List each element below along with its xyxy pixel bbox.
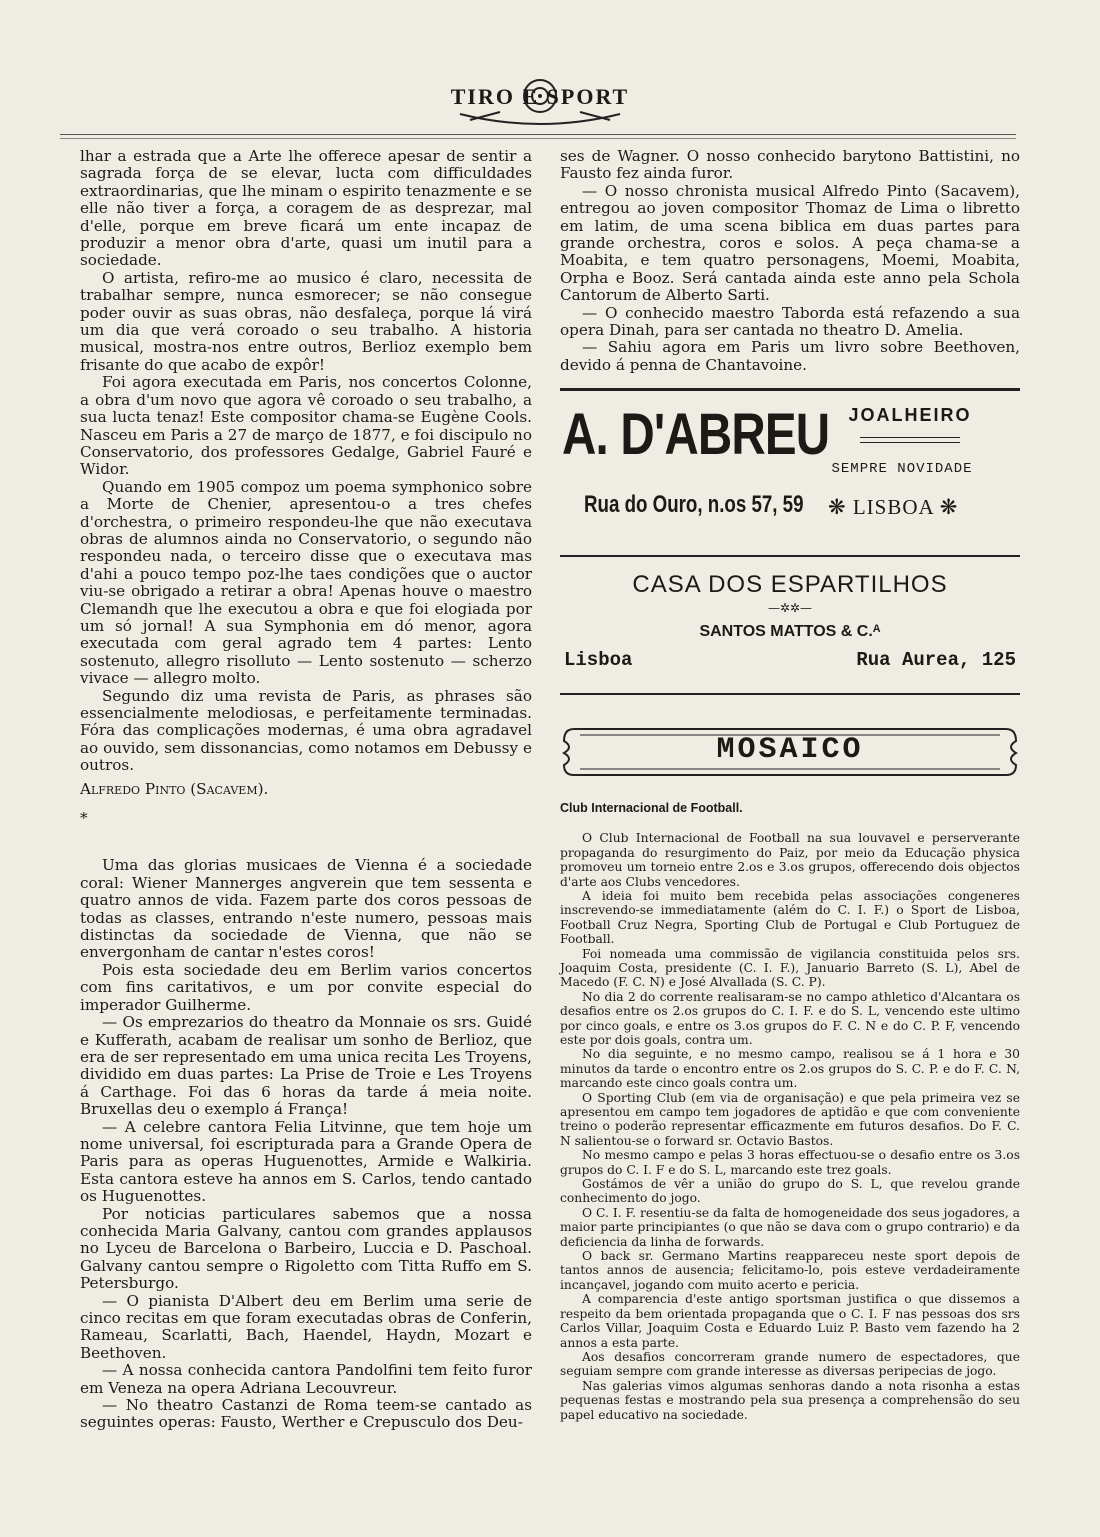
paragraph: O Club Internacional de Football na sua louvavel e perserverante propaganda do resurgimento do Paiz, por meio da Educação physica promoveu um torneio entre 2.os e 3.os grupos, offerecendo dois objectos d'arte aos Clubs vencedores. — [560, 831, 1020, 889]
masthead — [440, 74, 640, 134]
paragraph: A ideia foi muito bem recebida pelas associações congeneres inscrevendo-se immediatamente (além do C. I. F.) o Sport de Lisboa, Football Cruz Negra, Sporting Club de Portugal e Club Portuguez de Football. — [560, 888, 1020, 947]
header-rule-secondary — [60, 138, 1016, 139]
paragraph: — Os emprezarios do theatro da Monnaie os srs. Guidé e Kufferath, acabam de realisar um sonho de Berlioz, que era de ser representado em uma unica recita Les Troyens, dividido em duas partes: La Prise de Troie e Les Troyens á Carthage. Foi das 6 horas da tarde á meia noite. Bruxellas deu o exemplo á França! — [80, 1013, 532, 1119]
section-title: Club Internacional de Football. — [560, 801, 743, 816]
ad-slogan: SEMPRE NOVIDADE — [831, 461, 973, 478]
ad-street: Rua Aurea, 125 — [856, 649, 1016, 672]
section-banner — [560, 721, 1020, 783]
paragraph: No dia 2 do corrente realisaram-se no campo athletico d'Alcantara os desafios entre os 2.os grupos do C. I. F. e do S. L, vencendo este ultimo por cinco goals, e entre os 3.os grupos do F. C. N e do C. P. F, vencendo este por dois goals, contra um. — [560, 989, 1020, 1047]
jeweler-advertisement — [560, 391, 1020, 541]
ad-address: Rua do Ouro, n.os 57, 59 — [584, 491, 804, 519]
ad-ornament-line — [860, 442, 960, 443]
ad-trade: JOALHEIRO — [848, 405, 972, 426]
ad-city: ❋ LISBOA ❋ — [828, 495, 959, 520]
ad-ornament: —✲✲— — [767, 601, 813, 616]
paragraph: — O conhecido maestro Taborda está refazendo a sua opera Dinah, para ser cantada no theatro D. Amelia. — [560, 303, 1020, 340]
paragraph: Quando em 1905 compoz um poema symphonico sobre a Morte de Chenier, apresentou-o a tres chefes d'orchestra, o primeiro respondeu-lhe que não executava obras de alumnos ainda no Conservatorio, o segundo não respondeu nada, o terceiro disse que o executava mas d'ahi a pouco tempo poz-lhe taes condições que o auctor viu-se obrigado a retirar a obra! Apenas houve o maestro Clemandh que lhe executou a obra e que foi elogiada por um só jornal! A sua Symphonia em dó menor, agora executada com geral agrado tem 4 partes: Lento sostenuto, allegro risolluto — Lento sostenuto — scherzo vivace — allegro molto. — [80, 477, 532, 688]
paragraph: — Sahiu agora em Paris um livro sobre Beethoven, devido á penna de Chantavoine. — [560, 338, 1020, 374]
paragraph: Gostámos de vêr a união do grupo do S. L, que revelou grande conhecimento do jogo. — [560, 1177, 1020, 1206]
paragraph: Pois esta sociedade deu em Berlim varios concertos com fins caritativos, e um por convite especial do imperador Guilherme. — [80, 960, 532, 1014]
paragraph: Segundo diz uma revista de Paris, as phrases são essencialmente melodiosas, e perfeitamente terminadas. Fóra das complicações modernas, é uma obra agradavel ao ouvido, sem dissonancias, como notamos em Debussy e outros. — [80, 686, 532, 775]
paragraph: — O pianista D'Albert deu em Berlim uma serie de cinco recitas em que foram executadas obras de Conferin, Rameau, Scarlatti, Bach, Haendel, Haydn, Mozart e Beethoven. — [80, 1291, 532, 1362]
section-body — [560, 831, 1020, 1422]
paragraph: lhar a estrada que a Arte lhe offerece apesar de sentir a sagrada força de se elevar, lucta com difficuldades extraordinarias, que lhe minam o espirito tenazmente e se elle não tiver a força, a coragem de as desprezar, mal d'elle, porque em breve ficará um ente incapaz de produzir a menor obra d'arte, quasi um inutil para a sociedade. — [80, 147, 532, 270]
left-column — [80, 148, 532, 1432]
paragraph: Aos desafios concorreram grande numero de espectadores, que seguiam sempre com grande interesse as diversas peripecias de jogo. — [560, 1349, 1020, 1379]
paragraph: — A nossa conhecida cantora Pandolfini tem feito furor em Veneza na opera Adriana Lecouvreur. — [80, 1361, 532, 1397]
ad-divider — [560, 693, 1020, 695]
paragraph: Foi nomeada uma commissão de vigilancia constituida pelos srs. Joaquim Costa, presidente (C. I. F.), Januario Barreto (S. L), Abel de Macedo (F. C. N) e José Alvallada (S. C. P). — [560, 946, 1020, 990]
paragraph: ses de Wagner. O nosso conhecido barytono Battistini, no Fausto fez ainda furor. — [560, 147, 1020, 183]
separator: * — [80, 809, 88, 828]
ad-city: Lisboa — [564, 649, 633, 672]
masthead-title: TIRO E SPORT — [450, 84, 630, 109]
paragraph: O Sporting Club (em via de organisação) e que pela primeira vez se apresentou em campo tem jogadores de aptidão e que com conveniente treino o poderão representar efficazmente em futuros desafios. Do F. C. N salientou-se o forward sr. Octavio Bastos. — [560, 1090, 1020, 1148]
header-rule — [60, 134, 1016, 135]
paragraph: O C. I. F. resentiu-se da falta de homogeneidade dos seus jogadores, a maior parte principiantes (o que não se dava com o grupo contrario) e da deficiencia da linha de forwards. — [560, 1205, 1020, 1249]
paragraph: No mesmo campo e pelas 3 horas effectuou-se o desafio entre os 3.os grupos do C. I. F e do S. L, marcando este trez goals. — [560, 1148, 1020, 1177]
paragraph: — No theatro Castanzi de Roma teem-se cantado as seguintes operas: Fausto, Werther e Crepusculo dos Deu- — [80, 1396, 532, 1432]
paragraph: — O nosso chronista musical Alfredo Pinto (Sacavem), entregou ao joven compositor Thomaz de Lima o libretto em latim, de uma scena biblica em duas partes para grande orchestra, coros e solos. A peça chama-se a Moabita, e tem quatro personagens, Moemi, Moabita, Orpha e Booz. Será cantada ainda este anno pela Schola Cantorum de Alberto Sarti. — [560, 181, 1020, 305]
paragraph: No dia seguinte, e no mesmo campo, realisou se á 1 hora e 30 minutos da tarde o encontro entre os 2.os grupos do S. C. P. e do F. C. N, marcando este cinco goals contra um. — [560, 1047, 1020, 1091]
ad-ornament-line — [860, 437, 960, 438]
paragraph: Uma das glorias musicaes de Vienna é a sociedade coral: Wiener Mannerges angverein que tem sessenta e quatro annos de vida. Fazem parte dos coros pessoas de todas as classes, entrando n'este numero, pessoas mais distinctas da sociedade de Vienna, que não se envergonham de cantar n'estes coros! — [80, 856, 532, 962]
paragraph: O artista, refiro-me ao musico é claro, necessita de trabalhar sempre, nunca esmorecer; se não consegue poder ouvir as suas obras, não desfaleça, porque lá virá um dia que verá coroado o seu trabalho. A historia musical, mostra-nos entre outros, Berlioz exemplo bem frisante do que acabo de expôr! — [80, 268, 532, 374]
paragraph: Nas galerias vimos algumas senhoras dando a nota risonha a estas pequenas festas e mostrando pela sua presença a comprehensão do seu papel educativo na sociedade. — [560, 1378, 1020, 1422]
signature: Alfredo Pinto (Sacavem). — [80, 779, 269, 798]
ad-business-name: CASA DOS ESPARTILHOS — [632, 571, 948, 599]
corset-shop-advertisement — [560, 557, 1020, 679]
ad-firm: SANTOS MATTOS & C.ᴬ — [699, 623, 881, 641]
ad-business-name: A. D'ABREU — [562, 402, 830, 468]
paragraph: O back sr. Germano Martins reappareceu neste sport depois de tantos annos de ausencia; felicitamo-lo, pois esteve verdadeiramente incançavel, jogando com muito acerto e pericia. — [560, 1249, 1020, 1292]
paragraph: Por noticias particulares sabemos que a nossa conhecida Maria Galvany, cantou com grandes applausos no Lyceu de Barcelona o Barbeiro, Luccia e D. Paschoal. Galvany cantou sempre o Rigoletto com Titta Ruffo em S. Petersburgo. — [80, 1204, 532, 1293]
paragraph: A comparencia d'este antigo sportsman justifica o que dissemos a respeito da bem orientada propaganda que o C. I. F nas pessoas dos srs Carlos Villar, Joaquim Costa e Eduardo Luiz P. Basto vem fazendo ha 2 annos a esta parte. — [560, 1292, 1020, 1350]
right-column — [560, 148, 1020, 1422]
banner-title: MOSAICO — [716, 733, 864, 768]
paragraph: — A celebre cantora Felia Litvinne, que tem hoje um nome universal, foi escripturada para a Grande Opera de Paris para as operas Huguenottes, Armide e Walkiria. Esta cantora esteve ha annos em S. Carlos, tendo cantado os Huguenottes. — [80, 1117, 532, 1206]
paragraph: Foi agora executada em Paris, nos concertos Colonne, a obra d'um novo que agora vê coroado o seu trabalho, a sua lucta tenaz! Este compositor chama-se Eugène Cools. Nasceu em Paris a 27 de março de 1877, e foi discipulo no Conservatorio, dos professores Gedalge, Gabriel Fauré e Widor. — [80, 373, 532, 479]
